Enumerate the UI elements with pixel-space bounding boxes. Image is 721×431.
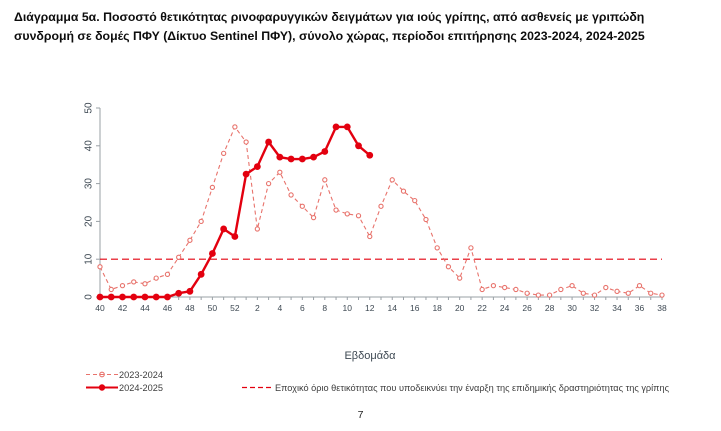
- svg-text:50: 50: [83, 102, 95, 114]
- svg-text:42: 42: [117, 303, 128, 313]
- svg-text:10: 10: [83, 253, 95, 265]
- legend-row-series1: [85, 368, 705, 381]
- svg-text:10: 10: [342, 303, 353, 313]
- svg-text:50: 50: [207, 303, 218, 313]
- plot-area: [70, 100, 670, 325]
- figure-caption: Διάγραμμα 5α. Ποσοστό θετικότητας ρινοφαρυγγικών δειγμάτων για ιούς γρίπης, από ασθενείς με γριπώδη συνδρομή σε δομές ΠΦΥ (Δίκτυο Sentinel ΠΦΥ), σύνολο χώρας, περίοδοι επιτήρησης 2023-2024, 2024-2025: [14, 10, 645, 44]
- svg-text:30: 30: [567, 303, 577, 313]
- svg-text:4: 4: [277, 303, 283, 313]
- chart-svg: [70, 100, 670, 325]
- svg-text:46: 46: [162, 303, 173, 313]
- svg-text:26: 26: [522, 303, 532, 313]
- svg-text:52: 52: [230, 303, 240, 313]
- svg-text:48: 48: [185, 303, 195, 313]
- svg-text:38: 38: [657, 303, 667, 313]
- svg-text:30: 30: [83, 178, 95, 190]
- legend-row-threshold: [241, 382, 669, 393]
- svg-text:18: 18: [432, 303, 442, 313]
- svg-text:0: 0: [83, 294, 95, 300]
- legend-label-threshold: Εποχικό όριο θετικότητας που υποδεικνύει την έναρξη της επιδημικής δραστηριότητας της γρίπης: [274, 382, 670, 393]
- svg-text:32: 32: [589, 303, 600, 313]
- legend-label-series2: 2024-2025: [119, 382, 163, 393]
- svg-text:8: 8: [322, 303, 328, 313]
- svg-text:20: 20: [454, 303, 465, 313]
- svg-text:40: 40: [83, 140, 95, 152]
- chart-legend: [85, 368, 705, 394]
- svg-text:44: 44: [140, 303, 150, 313]
- svg-text:14: 14: [387, 303, 397, 313]
- legend-row-series2: [85, 381, 705, 394]
- svg-text:36: 36: [634, 303, 645, 313]
- svg-text:16: 16: [409, 303, 420, 313]
- legend-symbol-series2: [85, 382, 119, 393]
- chart-container: [0, 88, 721, 388]
- x-axis-label: Εβδομάδα: [344, 350, 396, 362]
- svg-text:28: 28: [544, 303, 555, 313]
- legend-symbol-series1: [85, 369, 119, 380]
- svg-text:24: 24: [499, 303, 510, 313]
- page-number: 7: [357, 409, 364, 421]
- svg-text:22: 22: [477, 303, 487, 313]
- svg-text:2: 2: [254, 303, 260, 313]
- svg-text:40: 40: [95, 303, 105, 313]
- svg-text:6: 6: [299, 303, 305, 313]
- legend-label-series1: 2023-2024: [119, 369, 163, 380]
- legend-symbol-threshold: [241, 382, 275, 393]
- svg-text:34: 34: [612, 303, 622, 313]
- svg-text:20: 20: [83, 215, 95, 227]
- svg-text:12: 12: [365, 303, 375, 313]
